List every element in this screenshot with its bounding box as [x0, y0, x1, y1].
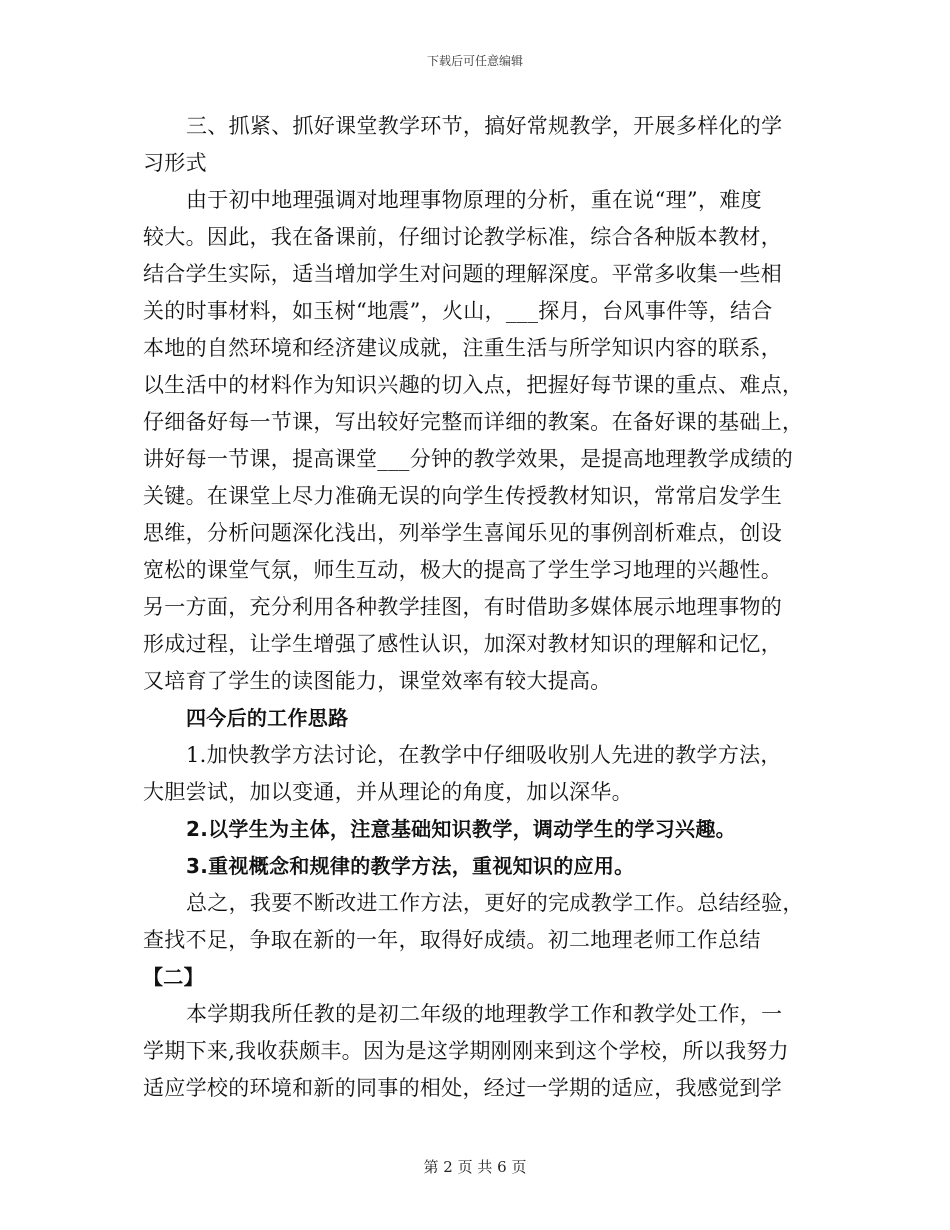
paragraph-line: 结合学生实际，适当增加学生对问题的理解深度。平常多收集一些相 — [143, 262, 782, 286]
paragraph-line: 以生活中的材料作为知识兴趣的切入点，把握好每节课的重点、难点， — [143, 373, 804, 397]
paragraph-line: 宽松的课堂气氛，师生互动，极大的提高了学生学习地理的兴趣性。 — [143, 558, 782, 582]
list-item-3: 3.重视概念和规律的教学方法，重视知识的应用。 — [186, 854, 635, 878]
paragraph-line: 较大。因此，我在备课前，仔细讨论教学标准，综合各种版本教材， — [143, 225, 782, 249]
paragraph-line: 形成过程，让学生增强了感性认识，加深对教材知识的理解和记忆， — [143, 632, 782, 656]
paragraph-line: 仔细备好每一节课，写出较好完整而详细的教案。在备好课的基础上， — [143, 410, 804, 434]
paragraph-line: 关的时事材料，如玉树“地震”，火山，___探月，台风事件等，结合 — [143, 299, 773, 323]
paragraph-line: 思维，分析问题深化浅出，列举学生喜闻乐见的事例剖析难点，创设 — [143, 521, 782, 545]
paragraph-line: 另一方面，充分利用各种教学挂图，有时借助多媒体展示地理事物的 — [143, 595, 782, 619]
paragraph-line: 查找不足，争取在新的一年，取得好成绩。初二地理老师工作总结 — [143, 928, 761, 952]
paragraph-line: 关键。在课堂上尽力准确无误的向学生传授教材知识，常常启发学生 — [143, 484, 782, 508]
list-item-2: 2.以学生为主体，注意基础知识教学，调动学生的学习兴趣。 — [186, 817, 736, 841]
section-heading-4: 四今后的工作思路 — [186, 706, 349, 730]
paragraph-line: 本地的自然环境和经济建议成就，注重生活与所学知识内容的联系， — [143, 336, 782, 360]
section-marker: 【二】 — [143, 965, 204, 989]
paragraph-line: 大胆尝试，加以变通，并从理论的角度，加以深华。 — [143, 780, 633, 804]
section-heading-3: 三、抓紧、抓好课堂教学环节，搞好常规教学，开展多样化的学 — [186, 114, 783, 138]
paragraph-line: 讲好每一节课，提高课堂___分钟的教学效果，是提高地理教学成绩的 — [143, 447, 794, 471]
paragraph-line: 学期下来,我收获颇丰。因为是这学期刚刚来到这个学校，所以我努力 — [143, 1039, 789, 1063]
paragraph-line: 习形式 — [143, 151, 207, 175]
paragraph-line: 总之，我要不断改进工作方法，更好的完成教学工作。总结经验， — [186, 891, 804, 915]
paragraph-line: 本学期我所任教的是初二年级的地理教学工作和教学处工作，一 — [186, 1002, 783, 1026]
page-header: 下载后可任意编辑 — [426, 54, 523, 68]
list-item-1: 1.加快教学方法讨论，在教学中仔细吸收别人先进的教学方法， — [186, 743, 782, 767]
page-footer: 第 2 页 共 6 页 — [423, 1158, 527, 1176]
paragraph-line: 又培育了学生的读图能力，课堂效率有较大提高。 — [143, 669, 612, 693]
paragraph-line: 适应学校的环境和新的同事的相处，经过一学期的适应，我感觉到学 — [143, 1076, 782, 1100]
paragraph-line: 由于初中地理强调对地理事物原理的分析，重在说“理”，难度 — [186, 188, 762, 212]
